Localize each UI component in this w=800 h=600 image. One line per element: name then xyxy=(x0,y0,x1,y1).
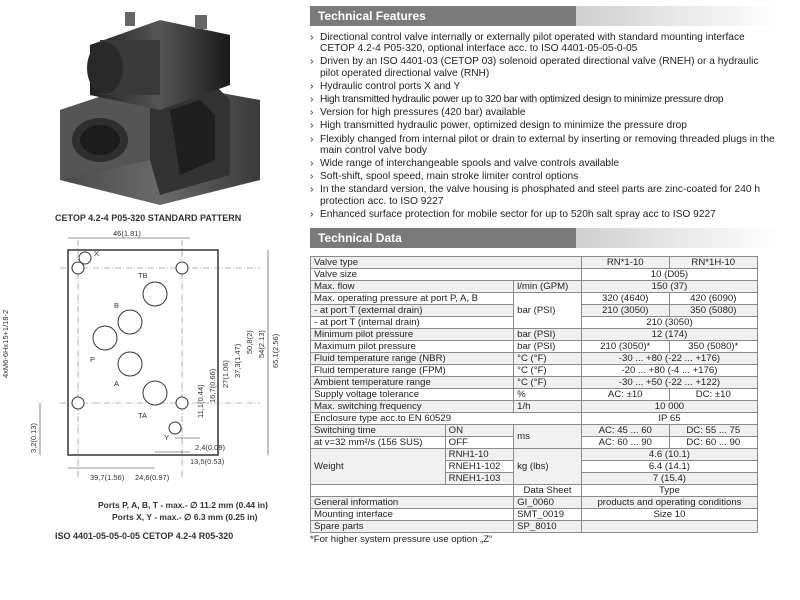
features-list xyxy=(310,32,778,220)
label-ta: TA xyxy=(138,411,148,420)
dim-508: 50,8(2) xyxy=(245,330,254,354)
table-cell: Switching time xyxy=(311,425,446,437)
label-p: P xyxy=(90,355,96,364)
label-y: Y xyxy=(164,433,170,442)
dim-46: 46(1.81) xyxy=(113,229,141,238)
feature-item: › Soft-shift, spool speed, main stroke limiter control options xyxy=(310,171,778,182)
feature-item: › High transmitted hydraulic power, optimized design to minimize the pressure drop xyxy=(310,120,778,131)
table-cell: - at port T (internal drain) xyxy=(311,317,514,329)
table-cell: RN*1-10 xyxy=(581,257,669,269)
table-cell: 10 000 xyxy=(581,401,757,413)
table-cell: at v=32 mm²/s (156 SUS) xyxy=(311,437,446,449)
table-cell: ms xyxy=(514,425,582,449)
table-cell: General information xyxy=(311,497,514,509)
table-cell: Enclosure type acc.to EN 60529 xyxy=(311,413,582,425)
table-cell: GI_0060 xyxy=(514,497,582,509)
table-cell xyxy=(581,521,757,533)
ports-note-1: Ports P, A, B, T - max.- ∅ 11.2 mm (0.44 in) xyxy=(98,500,268,510)
feature-item: › Wide range of interchangeable spools and valve controls available xyxy=(310,158,778,169)
table-cell: 350 (5080)* xyxy=(669,341,757,353)
feature-item: › Driven by an ISO 4401-03 (CETOP 03) solenoid operated directional valve (RNEH) or a hydraulic pilot operated directional valve (RNH) xyxy=(310,56,778,78)
table-cell: % xyxy=(514,389,582,401)
table-row xyxy=(311,269,758,281)
table-cell: Size 10 xyxy=(581,509,757,521)
table-row xyxy=(311,377,758,389)
table-row xyxy=(311,497,758,509)
table-row xyxy=(311,257,758,269)
table-row xyxy=(311,449,758,461)
table-cell: Valve size xyxy=(311,269,582,281)
table-row xyxy=(311,341,758,353)
table-cell: DC: ±10 xyxy=(669,389,757,401)
table-cell: DC: 55 ... 75 xyxy=(669,425,757,437)
table-row xyxy=(311,329,758,341)
table-cell: 210 (3050) xyxy=(581,317,757,329)
table-cell: 350 (5080) xyxy=(669,305,757,317)
table-cell: AC: 60 ... 90 xyxy=(581,437,669,449)
dim-246: 24,6(0.97) xyxy=(135,473,170,482)
table-cell: - at port T (external drain) xyxy=(311,305,514,317)
table-cell: Ambient temperature range xyxy=(311,377,514,389)
table-cell: bar (PSI) xyxy=(514,293,582,329)
dim-111: 11,1(0.44) xyxy=(196,384,205,418)
table-cell: Minimum pilot pressure xyxy=(311,329,514,341)
table-cell: 1/h xyxy=(514,401,582,413)
dim-24: 2,4(0.09) xyxy=(195,443,226,452)
table-cell: Type xyxy=(581,485,757,497)
table-cell: -20 ... +80 (-4 ... +176) xyxy=(581,365,757,377)
table-cell: Maximum pilot pressure xyxy=(311,341,514,353)
table-cell: Valve type xyxy=(311,257,582,269)
dim-167: 16,7(0.66) xyxy=(208,368,217,403)
table-cell: OFF xyxy=(445,437,513,449)
label-b: B xyxy=(114,301,120,310)
dim-542: 54(2.13) xyxy=(257,330,266,358)
dim-135: 13,5(0.53) xyxy=(190,457,225,466)
valve-photo xyxy=(0,0,300,210)
table-cell: Data Sheet xyxy=(514,485,582,497)
table-cell: Fluid temperature range (NBR) xyxy=(311,353,514,365)
table-cell: -30 ... +50 (-22 ... +122) xyxy=(581,377,757,389)
table-cell: RNH1-10 xyxy=(445,449,513,461)
iso-caption: ISO 4401-05-05-0-05 CETOP 4.2-4 R05-320 xyxy=(55,531,234,541)
table-cell: kg (lbs) xyxy=(514,449,582,485)
table-cell: 6.4 (14.1) xyxy=(581,461,757,473)
label-tb: TB xyxy=(138,271,148,280)
table-cell: Mounting interface xyxy=(311,509,514,521)
feature-item: › Hydraulic control ports X and Y xyxy=(310,81,778,92)
dim-397: 39,7(1.56) xyxy=(90,473,125,482)
table-cell: 4.6 (10.1) xyxy=(581,449,757,461)
table-cell: RNEH1-102 xyxy=(445,461,513,473)
table-cell: products and operating conditions xyxy=(581,497,757,509)
table-row xyxy=(311,353,758,365)
dim-373: 37,3(1.47) xyxy=(233,343,242,378)
thread-label: 4xM6-6Hx15+1/18-2 xyxy=(1,309,10,378)
table-row xyxy=(311,485,758,497)
label-x: X xyxy=(94,249,100,258)
features-header: Technical Features xyxy=(310,6,576,26)
table-cell: RNEH1-103 xyxy=(445,473,513,485)
table-row xyxy=(311,521,758,533)
table-cell xyxy=(311,485,514,497)
table-cell: 420 (6090) xyxy=(669,293,757,305)
table-cell: °C (°F) xyxy=(514,365,582,377)
mounting-pattern-drawing xyxy=(0,228,300,518)
ports-note-2: Ports X, Y - max.- ∅ 6.3 mm (0.25 in) xyxy=(112,512,258,522)
table-cell: ON xyxy=(445,425,513,437)
table-cell: 210 (3050)* xyxy=(581,341,669,353)
table-cell: °C (°F) xyxy=(514,353,582,365)
dim-27: 27(1.06) xyxy=(221,360,230,388)
table-cell: l/min (GPM) xyxy=(514,281,582,293)
table-cell: Spare parts xyxy=(311,521,514,533)
table-cell: AC: 45 ... 60 xyxy=(581,425,669,437)
table-cell: DC: 60 ... 90 xyxy=(669,437,757,449)
table-cell: RN*1H-10 xyxy=(669,257,757,269)
photo-caption: CETOP 4.2-4 P05-320 STANDARD PATTERN xyxy=(55,213,242,223)
table-cell: SP_8010 xyxy=(514,521,582,533)
table-cell: Max. switching frequency xyxy=(311,401,514,413)
table-cell: bar (PSI) xyxy=(514,329,582,341)
table-row xyxy=(311,413,758,425)
table-cell: 12 (174) xyxy=(581,329,757,341)
data-header: Technical Data xyxy=(310,228,576,248)
feature-item: › Flexibly changed from internal pilot or drain to external by inserting or removing threaded plugs in the main control valve body xyxy=(310,134,778,156)
table-cell: 150 (37) xyxy=(581,281,757,293)
dim-651: 65,1(2.56) xyxy=(271,333,280,368)
table-cell: Fluid temperature range (FPM) xyxy=(311,365,514,377)
table-row xyxy=(311,401,758,413)
table-cell: Max. flow xyxy=(311,281,514,293)
label-a: A xyxy=(114,379,120,388)
feature-item: › Version for high pressures (420 bar) available xyxy=(310,107,778,118)
technical-data-table xyxy=(310,256,758,533)
feature-item: › Directional control valve internally or externally pilot operated with standard mounting interface CETOP 4.2-4 P05-320, optional interface acc. to ISO 4401-05-05-0-05 xyxy=(310,32,778,54)
table-row xyxy=(311,509,758,521)
table-cell: Max. operating pressure at port P, A, B xyxy=(311,293,514,305)
feature-item: › High transmitted hydraulic power up to 320 bar with optimized design to minimize pressure drop xyxy=(310,94,778,105)
footnote: *For higher system pressure use option „Z“ xyxy=(310,534,493,546)
dim-32: 3,2(0.13) xyxy=(29,422,38,453)
table-cell: 210 (3050) xyxy=(581,305,669,317)
table-row xyxy=(311,365,758,377)
table-cell: AC: ±10 xyxy=(581,389,669,401)
table-row xyxy=(311,293,758,305)
table-cell: 7 (15.4) xyxy=(581,473,757,485)
table-cell: -30 ... +80 (-22 ... +176) xyxy=(581,353,757,365)
table-cell: °C (°F) xyxy=(514,377,582,389)
right-column xyxy=(310,0,778,600)
feature-item: › In the standard version, the valve housing is phosphated and steel parts are zinc-coated for 240 h protection acc. to ISO 9227 xyxy=(310,184,778,206)
left-column xyxy=(0,0,300,600)
table-cell: Supply voltage tolerance xyxy=(311,389,514,401)
table-row xyxy=(311,425,758,437)
table-cell: SMT_0019 xyxy=(514,509,582,521)
table-cell: bar (PSI) xyxy=(514,341,582,353)
feature-item: › Enhanced surface protection for mobile sector for up to 520h salt spray acc to ISO 9227 xyxy=(310,209,778,220)
table-row xyxy=(311,281,758,293)
table-cell: 320 (4640) xyxy=(581,293,669,305)
table-row xyxy=(311,389,758,401)
table-cell: IP 65 xyxy=(581,413,757,425)
table-cell: 10 (D05) xyxy=(581,269,757,281)
table-cell: Weight xyxy=(311,449,446,485)
